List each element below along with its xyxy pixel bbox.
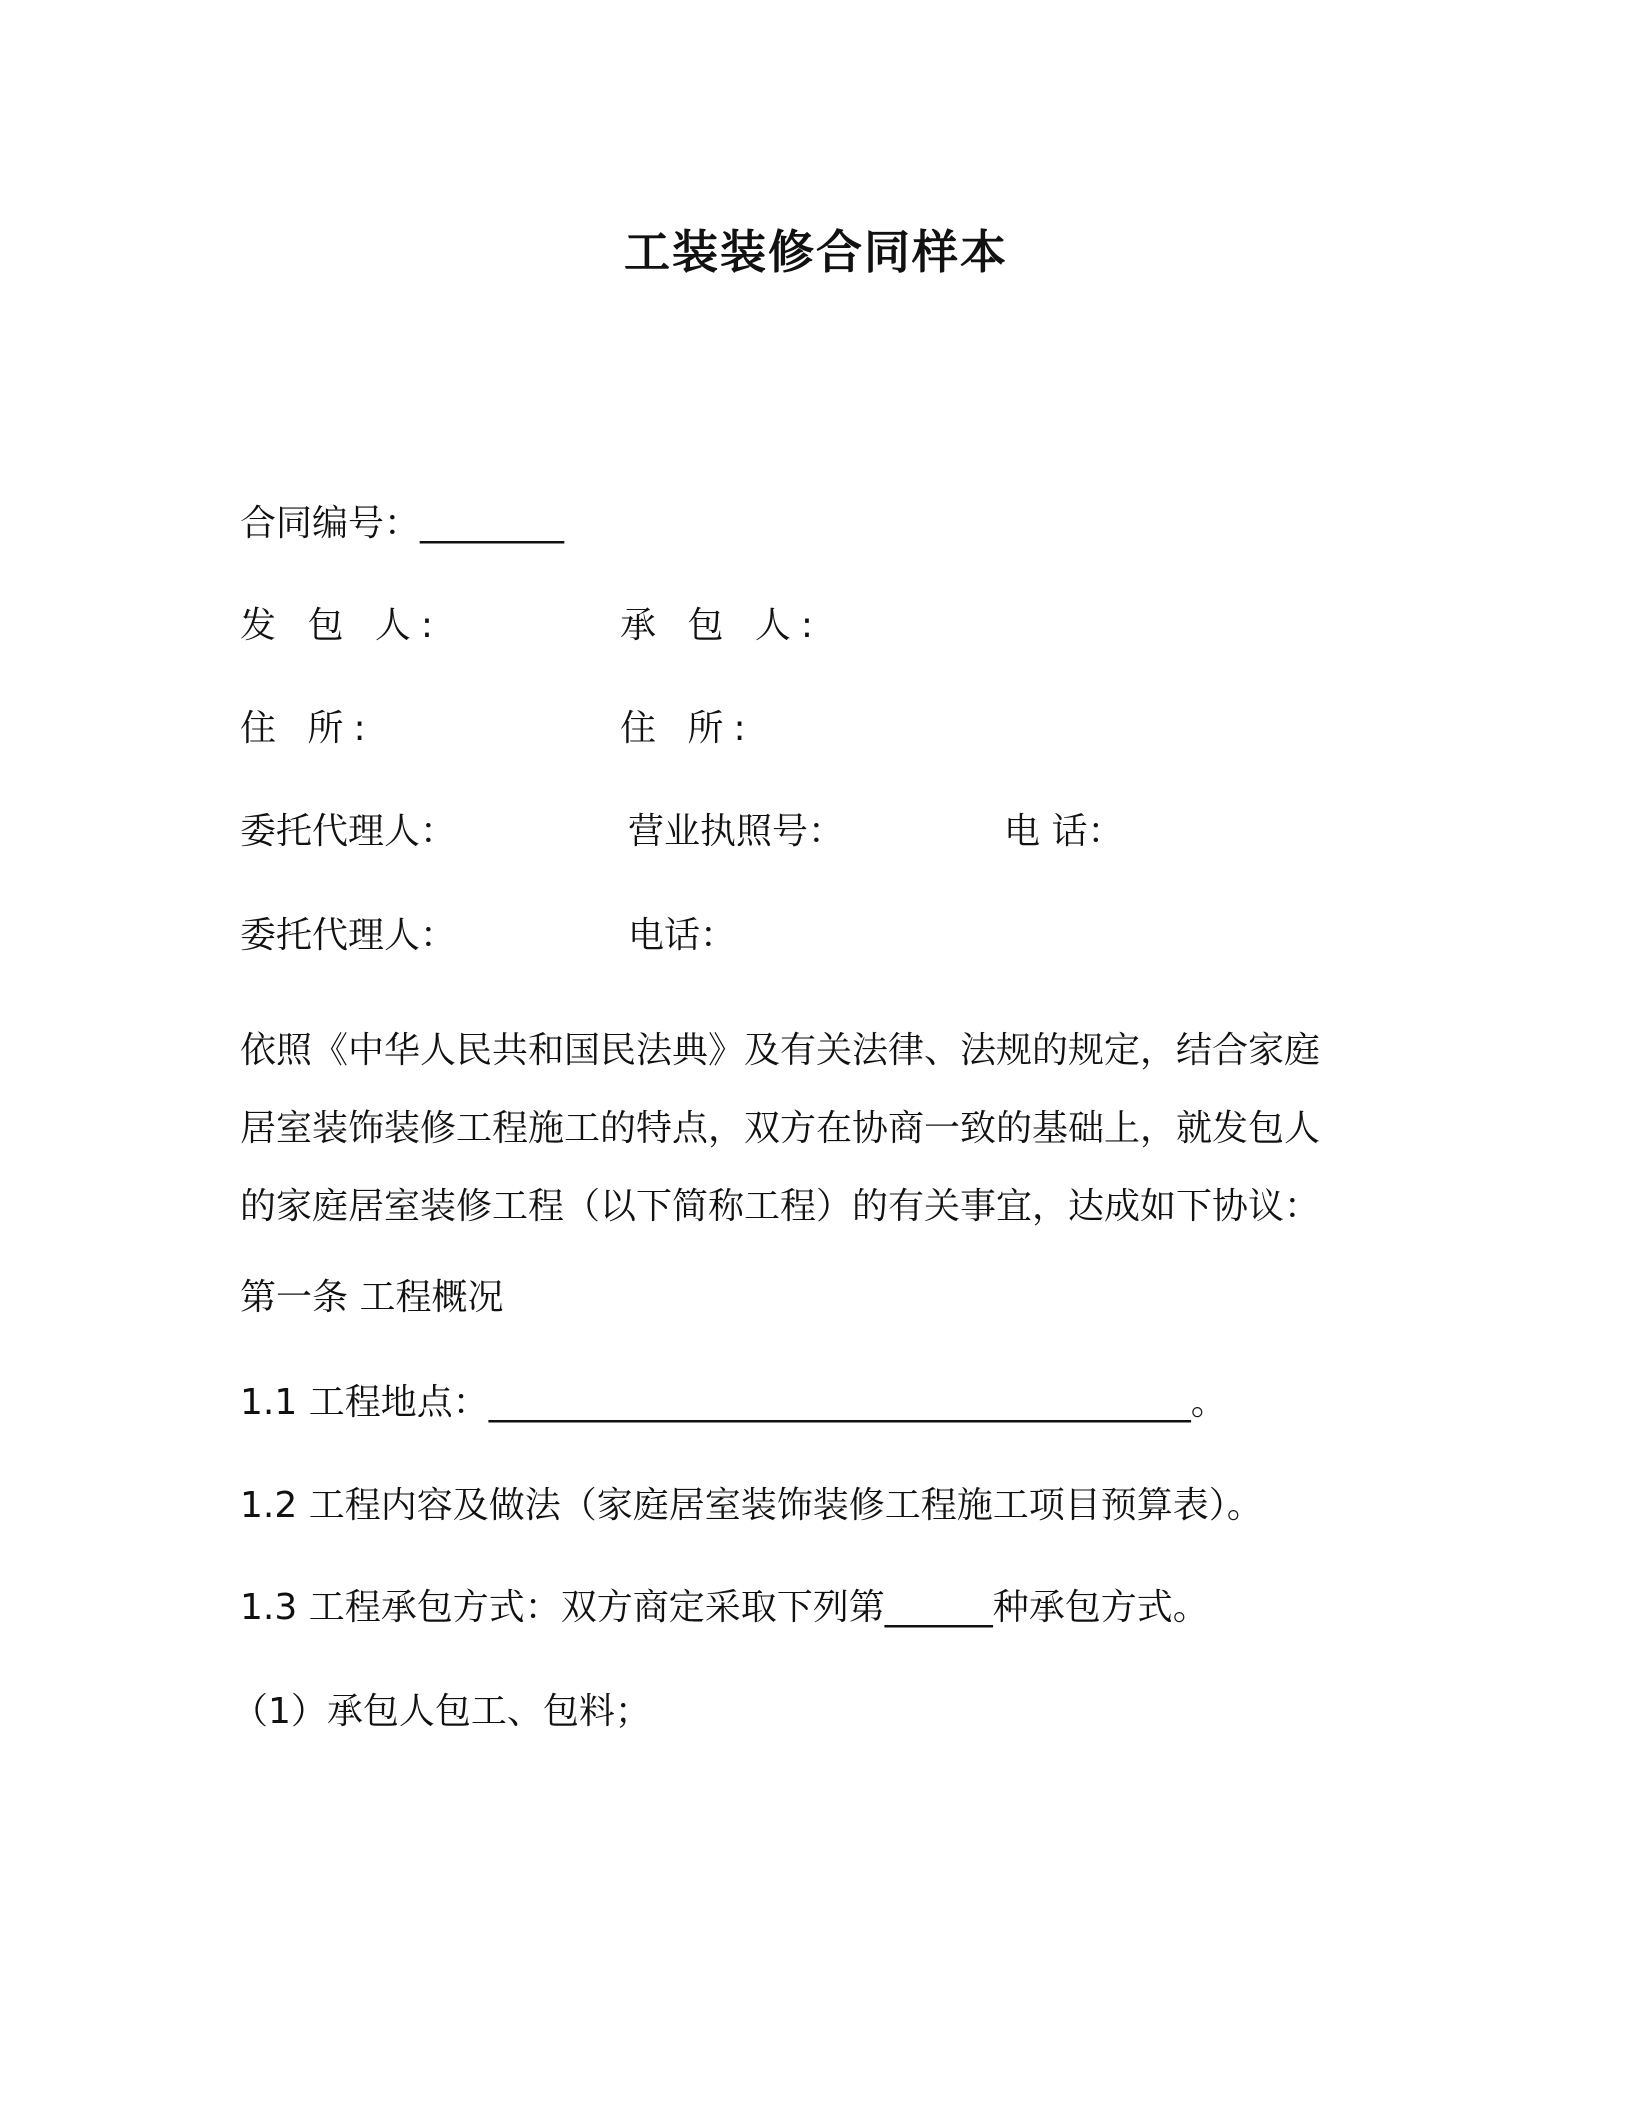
contract-number-line: 合同编号：________ bbox=[240, 503, 565, 544]
intro-line: 依照《中华人民共和国民法典》及有关法律、法规的规定，结合家庭 bbox=[240, 1030, 1321, 1071]
item-1-1-location: 1.1 工程地点：_______________________________________。 bbox=[240, 1382, 1227, 1423]
intro-line: 的家庭居室装修工程（以下简称工程）的有关事宜，达成如下协议： bbox=[240, 1186, 1321, 1227]
item-1-3-option-1: （1）承包人包工、包料； bbox=[232, 1691, 651, 1732]
item-1-2-content: 1.2 工程内容及做法（家庭居室装饰装修工程施工项目预算表）。 bbox=[240, 1485, 1263, 1526]
item-1-3-method: 1.3 工程承包方式：双方商定采取下列第______种承包方式。 bbox=[240, 1587, 1209, 1628]
intro-paragraph bbox=[240, 1012, 1360, 1246]
party-a-label: 发 包 人: bbox=[240, 605, 444, 646]
party-b-phone-label: 电 话： bbox=[1004, 811, 1124, 852]
party-b-label: 承 包 人: bbox=[620, 605, 824, 646]
article-1-heading: 第一条 工程概况 bbox=[240, 1277, 504, 1318]
party-a-phone-label: 电话： bbox=[628, 915, 737, 956]
party-b-address-label: 住 所: bbox=[620, 708, 756, 749]
party-a-agent-label: 委托代理人： bbox=[240, 811, 457, 852]
party-a-address-label: 住 所: bbox=[240, 708, 376, 749]
business-license-label: 营业执照号： bbox=[628, 811, 845, 852]
intro-line: 居室装饰装修工程施工的特点，双方在协商一致的基础上，就发包人 bbox=[240, 1108, 1321, 1149]
party-b-agent-label: 委托代理人： bbox=[240, 915, 457, 956]
document-title: 工装装修合同样本 bbox=[624, 225, 1008, 279]
